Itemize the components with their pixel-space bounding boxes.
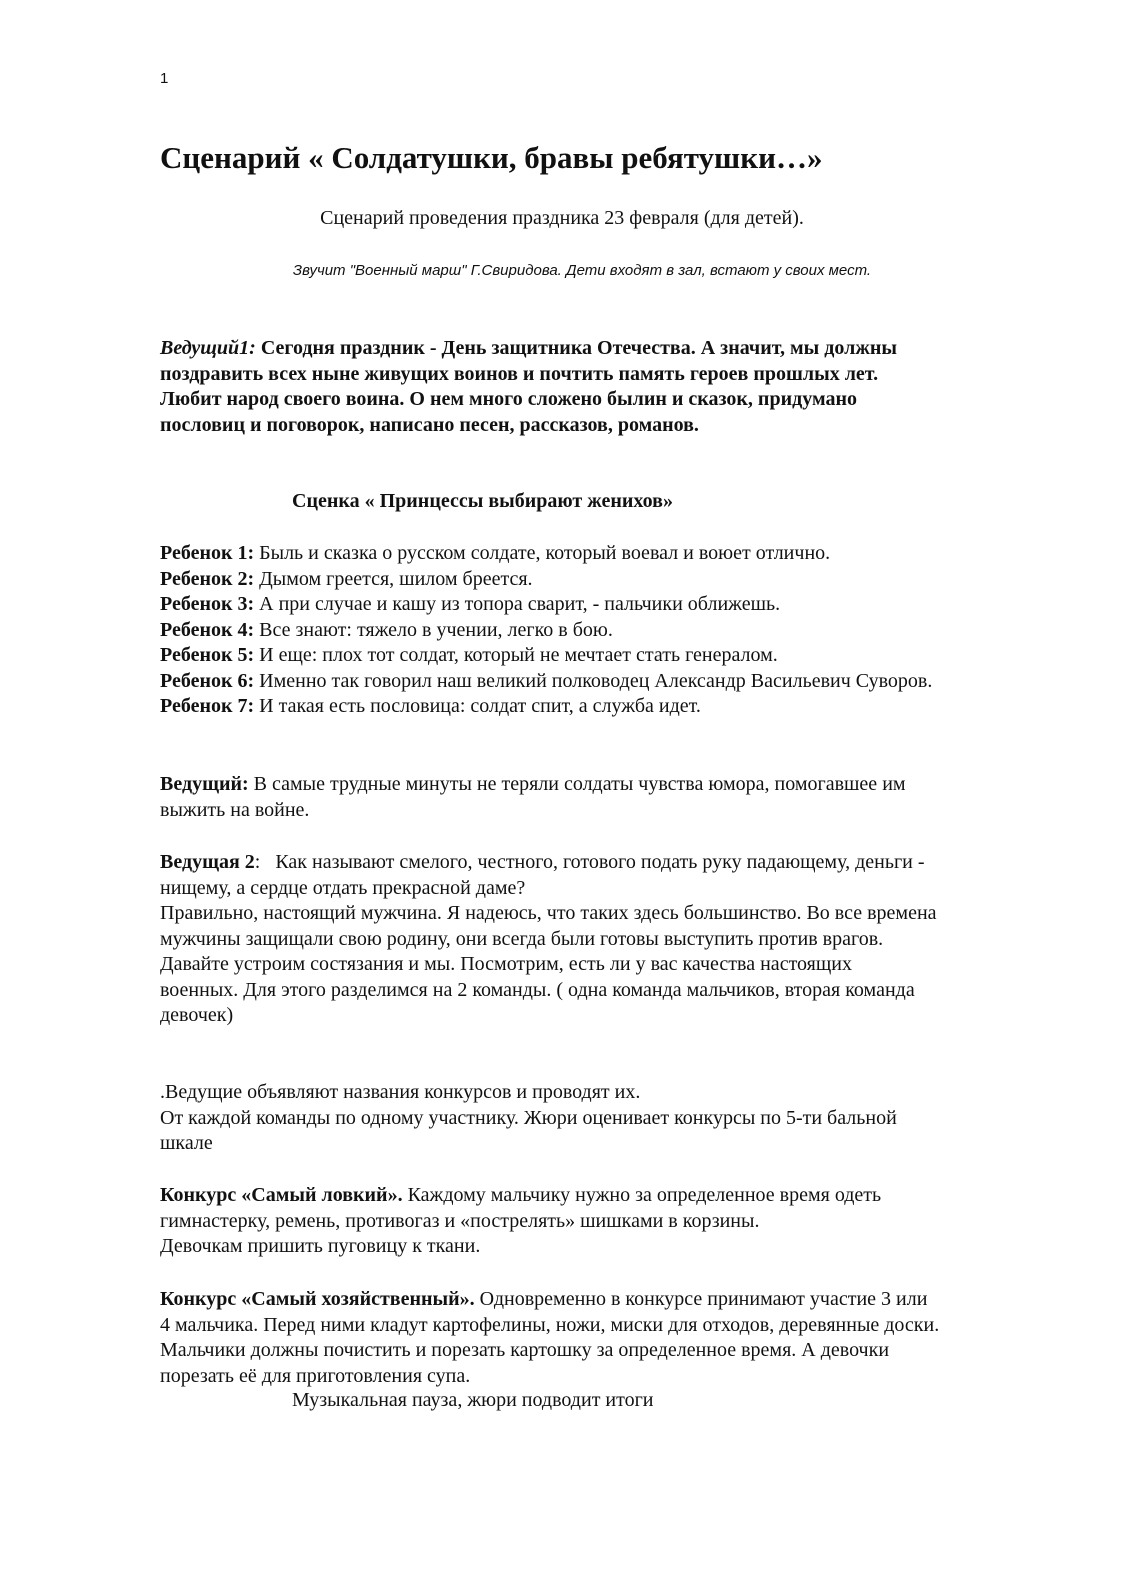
child-text: Именно так говорил наш великий полководец Александр Васильевич Суворов. xyxy=(259,669,933,692)
subtitle: Сценарий проведения праздника 23 февраля (для детей). xyxy=(320,207,804,229)
host1-text-line: поздравить всех ныне живущих воинов и почтить память героев прошлых лет. xyxy=(160,362,879,385)
host2-text: нищему, а сердце отдать прекрасной даме? xyxy=(160,876,526,899)
child-line xyxy=(160,643,1040,669)
host1-speaker: Ведущий1: xyxy=(160,337,256,359)
host2-speaker: Ведущая 2 xyxy=(160,851,255,873)
host2-colon: : xyxy=(254,851,261,873)
contest1-name: Конкурс «Самый ловкий». xyxy=(160,1184,403,1206)
children-lines xyxy=(160,541,1040,720)
stage-direction: Звучит "Военный марш" Г.Свиридова. Дети входят в зал, встают у своих мест. xyxy=(292,262,872,279)
contest2-text: Одновременно в конкурсе принимают участие 3 или xyxy=(479,1288,928,1310)
contest2-name: Конкурс «Самый хозяйственный». xyxy=(160,1288,475,1310)
page-title: Сценарий « Солдатушки, бравы ребятушки…» xyxy=(160,140,823,175)
announce-paragraph xyxy=(160,1080,1040,1157)
child-speaker: Ребенок 4: xyxy=(160,618,255,641)
scene-title: Сценка « Принцессы выбирают женихов» xyxy=(292,490,673,512)
child-speaker: Ребенок 1: xyxy=(160,542,255,564)
contest2-text: порезать её для приготовления супа. xyxy=(160,1364,471,1387)
host2-paragraph xyxy=(160,850,1040,1029)
host-text: выжить на войне. xyxy=(160,798,310,821)
host-line xyxy=(160,772,1040,798)
host1-text-line: Любит народ своего воина. О нем много сложено былин и сказок, придумано xyxy=(160,388,857,410)
child-text: И еще: плох тот солдат, который не мечтает стать генералом. xyxy=(259,644,778,666)
music-pause: Музыкальная пауза, жюри подводит итоги xyxy=(292,1389,654,1411)
host2-text: Правильно, настоящий мужчина. Я надеюсь, что таких здесь большинство. Во все времена xyxy=(160,902,937,924)
contest2-paragraph xyxy=(160,1287,1040,1389)
announce-text: .Ведущие объявляют названия конкурсов и проводят их. xyxy=(160,1081,641,1103)
child-text: Быль и сказка о русском солдате, который воевал и воюет отлично. xyxy=(259,542,831,564)
child-speaker: Ребенок 5: xyxy=(160,644,255,666)
page-number: 1 xyxy=(160,70,169,87)
host1-paragraph xyxy=(160,336,1040,438)
child-line xyxy=(160,669,1040,695)
contest1-line xyxy=(160,1183,1040,1209)
announce-text: шкале xyxy=(160,1132,213,1154)
host-speaker: Ведущий: xyxy=(160,773,249,795)
child-speaker: Ребенок 7: xyxy=(160,695,255,717)
host-paragraph xyxy=(160,772,1040,823)
child-line xyxy=(160,592,1040,618)
child-speaker: Ребенок 6: xyxy=(160,669,255,692)
host2-text: Как называют смелого, честного, готового подать руку падающему, деньги - xyxy=(275,851,925,873)
child-text: Все знают: тяжело в учении, легко в бою. xyxy=(259,618,613,641)
host2-line xyxy=(160,850,1040,876)
child-speaker: Ребенок 3: xyxy=(160,593,255,615)
host2-text: Давайте устроим состязания и мы. Посмотрим, есть ли у вас качества настоящих xyxy=(160,953,852,975)
contest1-paragraph xyxy=(160,1183,1040,1260)
child-line xyxy=(160,618,1040,644)
contest2-line xyxy=(160,1287,1040,1313)
child-line xyxy=(160,541,1040,567)
host2-text: мужчины защищали свою родину, они всегда были готовы выступить против врагов. xyxy=(160,927,884,950)
contest1-text: гимнастерку, ремень, противогаз и «пострелять» шишками в корзины. xyxy=(160,1209,760,1232)
announce-text: От каждой команды по одному участнику. Жюри оценивает конкурсы по 5-ти бальной xyxy=(160,1106,897,1129)
contest1-text: Каждому мальчику нужно за определенное время одеть xyxy=(407,1184,882,1206)
host1-text-line: Сегодня праздник - День защитника Отечества. А значит, мы должны xyxy=(260,337,897,359)
host1-line xyxy=(160,336,1040,362)
host1-text-line: пословиц и поговорок, написано песен, рассказов, романов. xyxy=(160,413,699,436)
child-speaker: Ребенок 2: xyxy=(160,567,255,590)
host-text: В самые трудные минуты не теряли солдаты чувства юмора, помогавшее им xyxy=(253,773,906,795)
child-text: Дымом греется, шилом бреется. xyxy=(259,567,533,590)
host2-text: военных. Для этого разделимся на 2 команды. ( одна команда мальчиков, вторая команда xyxy=(160,978,915,1001)
child-line xyxy=(160,567,1040,593)
host2-text: девочек) xyxy=(160,1004,234,1026)
child-text: А при случае и кашу из топора сварит, - пальчики оближешь. xyxy=(259,593,781,615)
child-line xyxy=(160,694,1040,720)
contest2-text: 4 мальчика. Перед ними кладут картофелины, ножи, миски для отходов, деревянные доски. xyxy=(160,1313,940,1336)
contest1-text: Девочкам пришить пуговицу к ткани. xyxy=(160,1235,481,1257)
child-text: И такая есть пословица: солдат спит, а служба идет. xyxy=(259,695,701,717)
contest2-text: Мальчики должны почистить и порезать картошку за определенное время. А девочки xyxy=(160,1339,890,1361)
